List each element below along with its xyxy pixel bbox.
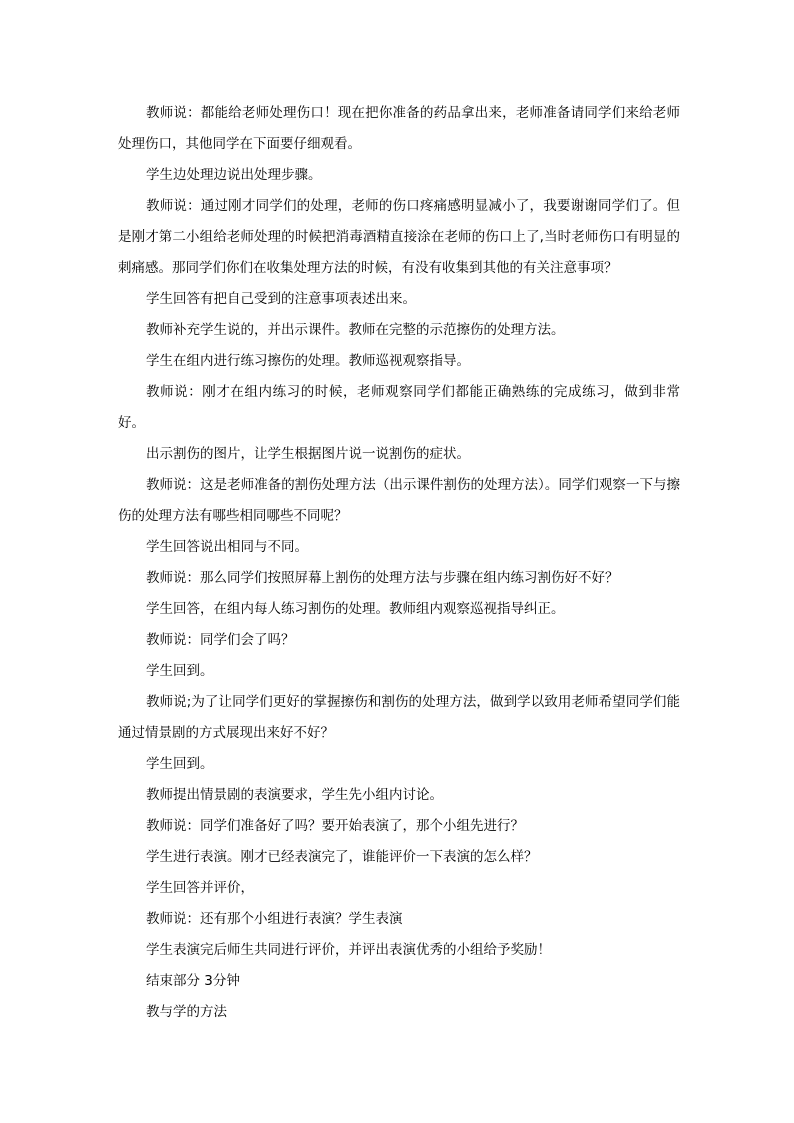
paragraph-1: 教师说：都能给老师处理伤口！现在把你准备的药品拿出来，老师准备请同学们来给老师处理伤口，其他同学在下面要仔细观看。 xyxy=(118,105,680,152)
paragraph-10: 学生回答说出相同与不同。 xyxy=(146,539,308,555)
paragraph-12: 学生回答，在组内每人练习割伤的处理。教师组内观察巡视指导纠正。 xyxy=(146,601,565,617)
paragraph-6: 学生在组内进行练习擦伤的处理。教师巡视观察指导。 xyxy=(146,353,470,369)
paragraph-23: 结束部分 3分钟 xyxy=(146,973,240,989)
paragraph-13: 教师说：同学们会了吗？ xyxy=(146,632,295,648)
paragraph-15: 教师说;为了让同学们更好的掌握擦伤和割伤的处理方法，做到学以致用老师希望同学们能通过情景剧的方式展现出来好不好？ xyxy=(118,694,680,741)
paragraph-21: 教师说：还有那个小组进行表演？学生表演 xyxy=(146,911,403,927)
paragraph-4: 学生回答有把自己受到的注意事项表述出来。 xyxy=(146,291,416,307)
paragraph-7: 教师说：刚才在组内练习的时候，老师观察同学们都能正确熟练的完成练习，做到非常好。 xyxy=(118,384,680,431)
paragraph-5: 教师补充学生说的，并出示课件。教师在完整的示范擦伤的处理方法。 xyxy=(146,322,565,338)
paragraph-20: 学生回答并评价， xyxy=(146,880,254,896)
paragraph-3: 教师说：通过刚才同学们的处理，老师的伤口疼痛感明显减小了，我要谢谢同学们了。但是刚才第二小组给老师处理的时候把消毒酒精直接涂在老师的伤口上了,当时老师伤口有明显的刺痛感。那同学们你们在收集处理方法的时候，有没有收集到其他的有关注意事项？ xyxy=(118,198,680,276)
paragraph-18: 教师说：同学们准备好了吗？要开始表演了，那个小组先进行？ xyxy=(146,818,524,834)
paragraph-14: 学生回到。 xyxy=(146,663,214,679)
paragraph-11: 教师说：那么同学们按照屏幕上割伤的处理方法与步骤在组内练习割伤好不好？ xyxy=(146,570,619,586)
paragraph-17: 教师提出情景剧的表演要求，学生先小组内讨论。 xyxy=(146,787,443,803)
paragraph-16: 学生回到。 xyxy=(146,756,214,772)
document-page xyxy=(118,98,680,1028)
paragraph-2: 学生边处理边说出处理步骤。 xyxy=(146,167,322,183)
paragraph-9: 教师说：这是老师准备的割伤处理方法（出示课件割伤的处理方法）。同学们观察一下与擦伤的处理方法有哪些相同哪些不同呢？ xyxy=(118,477,680,524)
paragraph-22: 学生表演完后师生共同进行评价，并评出表演优秀的小组给予奖励！ xyxy=(146,942,551,958)
paragraph-24: 教与学的方法 xyxy=(146,1004,227,1020)
paragraph-19: 学生进行表演。刚才已经表演完了，谁能评价一下表演的怎么样？ xyxy=(146,849,538,865)
paragraph-8: 出示割伤的图片，让学生根据图片说一说割伤的症状。 xyxy=(146,446,470,462)
